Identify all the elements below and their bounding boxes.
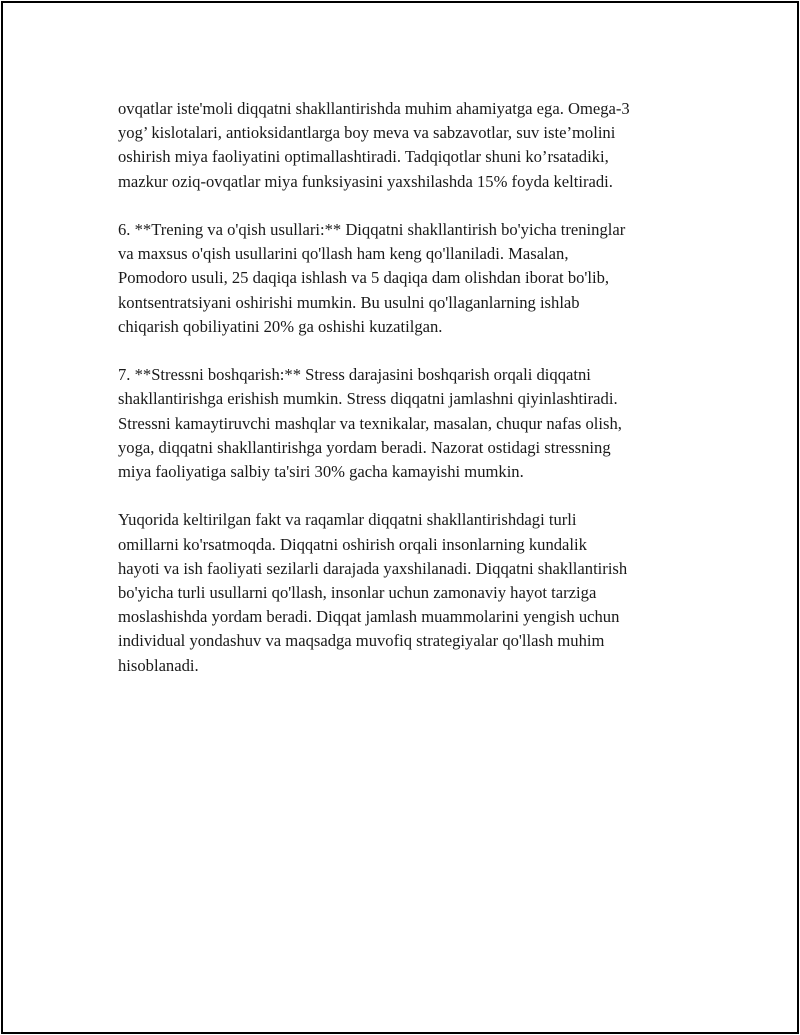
text-line: 7. **Stressni boshqarish:** Stress darajasini boshqarish orqali diqqatni xyxy=(118,365,591,385)
text-line: shakllantirishga erishish mumkin. Stress diqqatni jamlashni qiyinlashtiradi. xyxy=(118,389,618,409)
text-line: ovqatlar iste'moli diqqatni shakllantirishda muhim ahamiyatga ega. Omega-3 xyxy=(118,99,630,118)
text-line: Yuqorida keltirilgan fakt va raqamlar diqqatni shakllantirishdagi turli xyxy=(118,510,577,530)
document-page xyxy=(1,1,799,1034)
text-line: yog’ kislotalari, antioksidantlarga boy meva va sabzavotlar, suv iste’molini xyxy=(118,123,616,143)
text-line: moslashishda yordam beradi. Diqqat jamlash muammolarini yengish uchun xyxy=(118,607,620,627)
paragraph-conclusion xyxy=(118,508,693,677)
text-line: kontsentratsiyani oshirishi mumkin. Bu usulni qo'llaganlarning ishlab xyxy=(118,292,580,312)
text-line: oshirish miya faoliyatini optimallashtiradi. Tadqiqotlar shuni ko’rsatadiki, xyxy=(118,147,609,167)
paragraph-training-methods xyxy=(118,218,693,339)
text-line: hisoblanadi. xyxy=(118,655,199,675)
document-body xyxy=(118,97,693,702)
text-line: 6. **Trening va o'qish usullari:** Diqqatni shakllantirish bo'yicha treninglar xyxy=(118,220,626,239)
text-line: Stressni kamaytiruvchi mashqlar va texnikalar, masalan, chuqur nafas olish, xyxy=(118,413,622,433)
text-line: miya faoliyatiga salbiy ta'siri 30% gacha kamayishi mumkin. xyxy=(118,462,524,482)
text-line: bo'yicha turli usullarni qo'llash, insonlar uchun zamonaviy hayot tarziga xyxy=(118,583,597,603)
text-line: va maxsus o'qish usullarini qo'llash ham keng qo'llaniladi. Masalan, xyxy=(118,244,569,264)
text-line: hayoti va ish faoliyati sezilarli darajada yaxshilanadi. Diqqatni shakllantirish xyxy=(118,558,628,578)
text-line: Pomodoro usuli, 25 daqiqa ishlash va 5 daqiqa dam olishdan iborat bo'lib, xyxy=(118,268,610,288)
text-line: mazkur oziq-ovqatlar miya funksiyasini yaxshilashda 15% foyda keltiradi. xyxy=(118,171,613,191)
text-line: yoga, diqqatni shakllantirishga yordam beradi. Nazorat ostidagi stressning xyxy=(118,437,611,457)
text-line: individual yondashuv va maqsadga muvofiq strategiyalar qo'llash muhim xyxy=(118,631,605,651)
text-line: omillarni ko'rsatmoqda. Diqqatni oshirish orqali insonlarning kundalik xyxy=(118,534,587,554)
paragraph-stress-management xyxy=(118,363,693,484)
paragraph-nutrition xyxy=(118,97,693,194)
text-line: chiqarish qobiliyatini 20% ga oshishi kuzatilgan. xyxy=(118,316,443,336)
